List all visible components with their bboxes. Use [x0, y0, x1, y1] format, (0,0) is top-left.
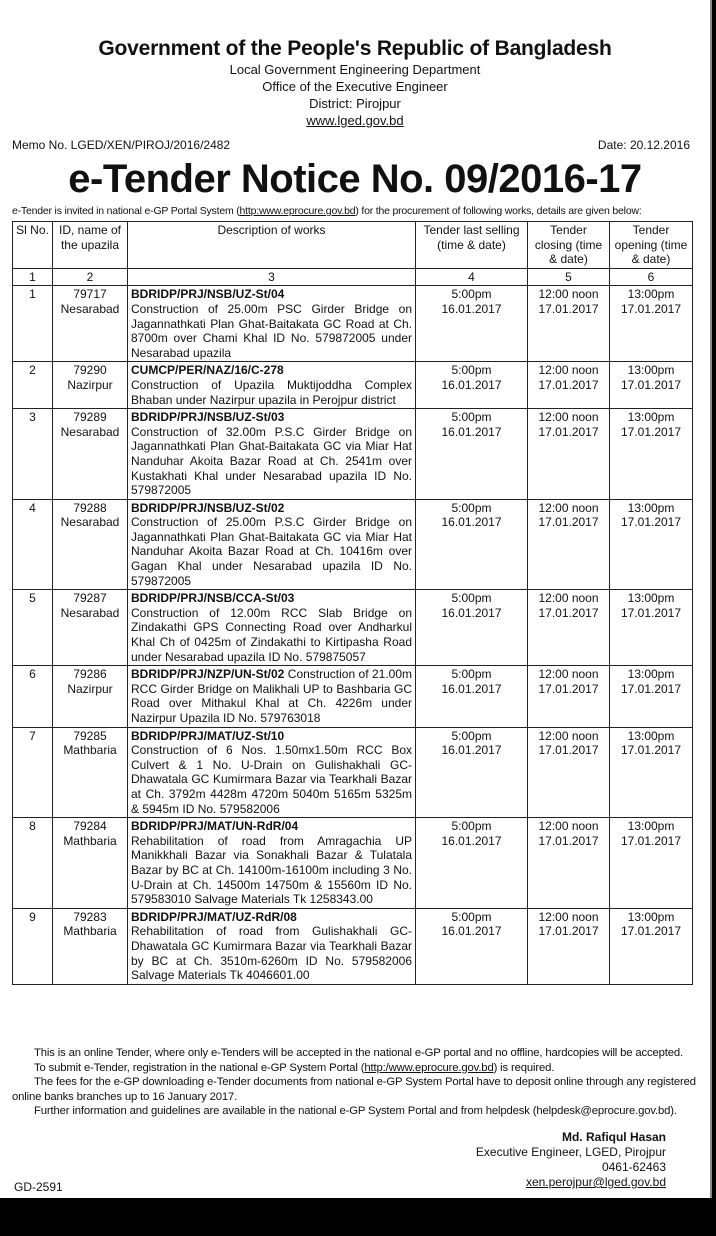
- closing-cell: [528, 409, 610, 500]
- last-selling-date: 16.01.2017: [441, 924, 502, 939]
- work-description: Construction of 21.00m RCC Girder Bridge on Malikhali UP to Bashbaria GC Road over Mithakul Khal at Ch. 4226m under Nazirpur Upazila ID No. 579763018: [131, 667, 412, 725]
- upazila-name: Nesarabad: [60, 301, 120, 316]
- closing-cell: [528, 362, 610, 409]
- note-registration: [12, 1061, 696, 1076]
- column-header: Tender closing (time & date): [528, 222, 610, 269]
- intro-after: ) for the procurement of following works, details are given below:: [355, 205, 642, 217]
- last-selling-time: 5:00pm: [451, 410, 492, 425]
- district-name: District: Pirojpur: [309, 96, 401, 111]
- column-number: 1: [13, 268, 53, 286]
- opening-time: 13:00pm: [627, 363, 675, 378]
- work-description: Rehabilitation of road from Amragachia UP Manikkhali Bazar via Sonakhali Bazar & Tulatala Bazar by BC at Ch. 14100m-16100m including 3 No. U-Drain at Ch. 14500m 14750m & 15560m ID No. 579583010 Salvage Materials Tk 1258343.00: [131, 833, 412, 907]
- last-selling-date: 16.01.2017: [441, 681, 502, 696]
- closing-date: 17.01.2017: [538, 377, 599, 392]
- last-selling-cell: [416, 499, 528, 590]
- last-selling-cell: [416, 590, 528, 666]
- package-code: BDRIDP/PRJ/NSB/UZ-St/04: [131, 287, 285, 302]
- closing-cell: [528, 286, 610, 362]
- column-number: 6: [610, 268, 693, 286]
- table-body: [13, 286, 693, 984]
- tender-id: 79288: [73, 500, 107, 515]
- opening-cell: [610, 362, 693, 409]
- package-code: BDRIDP/PRJ/NSB/CCA-St/03: [131, 591, 295, 606]
- closing-time: 12:00 noon: [538, 819, 599, 834]
- closing-time: 12:00 noon: [538, 287, 599, 302]
- description-cell: [128, 286, 416, 362]
- closing-cell: [528, 499, 610, 590]
- closing-time: 12:00 noon: [538, 410, 599, 425]
- upazila-name: Mathbaria: [63, 743, 117, 758]
- signatory-email[interactable]: xen.perojpur@lged.gov.bd: [525, 1175, 666, 1189]
- opening-cell: [610, 499, 693, 590]
- opening-time: 13:00pm: [627, 667, 675, 682]
- description-cell: [128, 666, 416, 727]
- last-selling-cell: [416, 286, 528, 362]
- gd-number: GD-2591: [14, 1180, 63, 1194]
- last-selling-date: 16.01.2017: [441, 833, 502, 848]
- last-selling-time: 5:00pm: [451, 287, 492, 302]
- table-row: [13, 362, 693, 409]
- closing-time: 12:00 noon: [538, 667, 599, 682]
- upazila-name: Nazirpur: [67, 681, 113, 696]
- last-selling-cell: [416, 818, 528, 909]
- serial-cell: 1: [13, 286, 53, 362]
- signatory-name: Md. Rafiqul Hasan: [561, 1130, 666, 1144]
- letterhead: [0, 37, 710, 129]
- last-selling-time: 5:00pm: [451, 591, 492, 606]
- package-code: BDRIDP/PRJ/NSB/UZ-St/03: [131, 410, 285, 425]
- package-code: BDRIDP/PRJ/NSB/UZ-St/02: [131, 500, 285, 515]
- upazila-name: Mathbaria: [63, 924, 117, 939]
- serial-cell: 9: [13, 908, 53, 984]
- last-selling-cell: [416, 666, 528, 727]
- column-header: Tender opening (time & date): [610, 222, 693, 269]
- opening-time: 13:00pm: [627, 728, 675, 743]
- table-row: [13, 499, 693, 590]
- opening-time: 13:00pm: [627, 819, 675, 834]
- column-header: Sl No.: [13, 222, 53, 269]
- last-selling-date: 16.01.2017: [441, 424, 502, 439]
- work-description: Construction of 32.00m P.S.C Girder Bridge on Jagannathkati Plan Ghat-Baitakata GC via Miar Hat Nanduhar Akoita Bazar Road at Ch. 2541m over Kustakhati Khal under Nesarabad upazila ID No. 579872005: [131, 424, 412, 498]
- opening-date: 17.01.2017: [620, 743, 682, 758]
- memo-date: Date: 20.12.2016: [597, 138, 690, 152]
- upazila-name: Nesarabad: [60, 515, 120, 530]
- upazila-cell: [53, 818, 128, 909]
- work-description: Construction of Upazila Muktijoddha Complex Bhaban under Nazirpur upazila in Perojpur district: [131, 377, 412, 407]
- note-registration-before: To submit e-Tender, registration in the national e-GP System Portal (: [34, 1061, 365, 1074]
- intro-text: [12, 205, 642, 217]
- serial-cell: 2: [13, 362, 53, 409]
- tender-id: 79285: [73, 728, 107, 743]
- opening-time: 13:00pm: [627, 410, 675, 425]
- tender-id: 79283: [73, 909, 107, 924]
- column-number: 5: [528, 268, 610, 286]
- opening-time: 13:00pm: [627, 591, 675, 606]
- table-row: [13, 666, 693, 727]
- opening-date: 17.01.2017: [620, 833, 682, 848]
- intro-before: e-Tender is invited in national e-GP Portal System (: [12, 205, 240, 217]
- opening-date: 17.01.2017: [620, 301, 682, 316]
- tender-id: 79290: [73, 363, 107, 378]
- opening-cell: [610, 590, 693, 666]
- tender-id: 79287: [73, 591, 107, 606]
- opening-time: 13:00pm: [627, 909, 675, 924]
- column-number: 3: [128, 268, 416, 286]
- work-description: Construction of 6 Nos. 1.50mx1.50m RCC Box Culvert & 1 No. U-Drain on Gulishakhali GC-Dhawatala GC Kumirmara Bazar via Tearkhali Bazar at Ch. 3792m 4428m 4720m 5040m 5165m 5325m & 5945m ID No. 579582006: [131, 743, 412, 816]
- opening-date: 17.01.2017: [620, 515, 682, 530]
- work-description: Rehabilitation of road from Gulishakhali GC-Dhawatala GC Kumirmara Bazar via Tearkhali Bazar by BC at Ch. 3510m-6260m ID No. 579582006 Salvage Materials Tk 4046601.00: [131, 924, 412, 983]
- closing-date: 17.01.2017: [538, 833, 599, 848]
- column-number: 4: [416, 268, 528, 286]
- closing-cell: [528, 818, 610, 909]
- tender-id: 79289: [73, 410, 107, 425]
- tender-table: [12, 221, 693, 985]
- opening-cell: [610, 666, 693, 727]
- upazila-cell: [53, 590, 128, 666]
- last-selling-cell: [416, 409, 528, 500]
- description-cell: [128, 590, 416, 666]
- closing-date: 17.01.2017: [538, 743, 599, 758]
- government-heading: Government of the People's Republic of Bangladesh: [98, 37, 612, 60]
- last-selling-date: 16.01.2017: [441, 743, 502, 758]
- opening-time: 13:00pm: [627, 287, 675, 302]
- package-code: CUMCP/PER/NAZ/16/C-278: [131, 363, 284, 378]
- closing-date: 17.01.2017: [538, 515, 599, 530]
- work-description: Construction of 25.00m PSC Girder Bridge on Jagannathkati Plan Ghat-Baitakata GC Road at Ch. 8700m over Chami Khal ID No. 579872005 under Nesarabad upazila: [131, 301, 412, 360]
- table-row: [13, 409, 693, 500]
- closing-time: 12:00 noon: [538, 500, 599, 515]
- closing-time: 12:00 noon: [538, 728, 599, 743]
- note-registration-after: ) is required.: [493, 1061, 555, 1074]
- serial-cell: 6: [13, 666, 53, 727]
- office-name: Office of the Executive Engineer: [262, 79, 448, 94]
- package-code: BDRIDP/PRJ/NZP/UN-St/02: [131, 667, 285, 682]
- upazila-name: Nazirpur: [67, 377, 113, 392]
- upazila-name: Nesarabad: [60, 424, 120, 439]
- closing-cell: [528, 590, 610, 666]
- notice-title: e-Tender Notice No. 09/2016-17: [68, 157, 642, 201]
- description-cell: [128, 499, 416, 590]
- serial-cell: 4: [13, 499, 53, 590]
- opening-time: 13:00pm: [627, 500, 675, 515]
- last-selling-time: 5:00pm: [451, 909, 492, 924]
- note-online-only: This is an online Tender, where only e-Tenders will be accepted in the national e-GP portal and no offline, hardcopies will be accepted.: [34, 1047, 684, 1059]
- column-header: Tender last selling (time & date): [416, 222, 528, 269]
- opening-date: 17.01.2017: [620, 924, 682, 939]
- package-code: BDRIDP/PRJ/MAT/UZ-RdR/08: [131, 909, 297, 924]
- serial-cell: 5: [13, 590, 53, 666]
- last-selling-time: 5:00pm: [451, 500, 492, 515]
- tender-id: 79286: [73, 667, 107, 682]
- work-description: Construction of 12.00m RCC Slab Bridge on Zindakathi GPS Connecting Road over Andharkul Khal Ch of 0425m of Zindakathi to Kirtipasha Road under Nesarabad upazila ID No. 579875057: [131, 605, 412, 664]
- table-header-row: [13, 222, 693, 269]
- closing-date: 17.01.2017: [538, 605, 599, 620]
- upazila-name: Mathbaria: [63, 833, 117, 848]
- eprocure-link[interactable]: http:www.eprocure.gov.bd: [239, 205, 356, 217]
- upazila-cell: [53, 908, 128, 984]
- notes: [12, 1046, 696, 1119]
- opening-cell: [610, 727, 693, 818]
- note-helpdesk: Further information and guidelines are available in the national e-GP System Portal and from helpdesk (helpdesk@eprocure.gov.bd).: [34, 1105, 677, 1117]
- last-selling-date: 16.01.2017: [441, 605, 502, 620]
- memo-number: Memo No. LGED/XEN/PIROJ/2016/2482: [12, 138, 231, 152]
- closing-time: 12:00 noon: [538, 363, 599, 378]
- tender-id: 79717: [73, 287, 107, 302]
- opening-cell: [610, 409, 693, 500]
- closing-cell: [528, 908, 610, 984]
- website-link[interactable]: www.lged.gov.bd: [306, 113, 404, 128]
- table-row: [13, 286, 693, 362]
- eprocure-link-2[interactable]: http:/www.eprocure.gov.bd: [364, 1061, 494, 1074]
- table-row: [13, 727, 693, 818]
- description-cell: [128, 727, 416, 818]
- closing-date: 17.01.2017: [538, 301, 599, 316]
- tender-id: 79284: [73, 819, 107, 834]
- last-selling-cell: [416, 908, 528, 984]
- table-row: [13, 908, 693, 984]
- description-cell: [128, 409, 416, 500]
- description-cell: [128, 818, 416, 909]
- signatory-designation: Executive Engineer, LGED, Pirojpur: [475, 1145, 666, 1159]
- opening-cell: [610, 286, 693, 362]
- description-cell: [128, 908, 416, 984]
- upazila-cell: [53, 499, 128, 590]
- last-selling-cell: [416, 727, 528, 818]
- opening-date: 17.01.2017: [620, 377, 682, 392]
- column-header: Description of works: [128, 222, 416, 269]
- table-row: [13, 818, 693, 909]
- serial-cell: 3: [13, 409, 53, 500]
- opening-date: 17.01.2017: [620, 681, 682, 696]
- last-selling-cell: [416, 362, 528, 409]
- closing-time: 12:00 noon: [538, 909, 599, 924]
- closing-cell: [528, 666, 610, 727]
- last-selling-date: 16.01.2017: [441, 301, 502, 316]
- package-code: BDRIDP/PRJ/MAT/UN-RdR/04: [131, 819, 299, 834]
- last-selling-date: 16.01.2017: [441, 515, 502, 530]
- last-selling-time: 5:00pm: [451, 363, 492, 378]
- upazila-cell: [53, 286, 128, 362]
- column-header: ID, name of the upazila: [53, 222, 128, 269]
- upazila-cell: [53, 362, 128, 409]
- signature-block: [476, 1130, 666, 1190]
- last-selling-time: 5:00pm: [451, 819, 492, 834]
- upazila-cell: [53, 727, 128, 818]
- opening-cell: [610, 908, 693, 984]
- closing-cell: [528, 727, 610, 818]
- table-number-row: [13, 268, 693, 286]
- memo-line: [12, 138, 690, 152]
- last-selling-time: 5:00pm: [451, 728, 492, 743]
- table-row: [13, 590, 693, 666]
- package-code: BDRIDP/PRJ/MAT/UZ-St/10: [131, 728, 285, 743]
- description-cell: [128, 362, 416, 409]
- last-selling-time: 5:00pm: [451, 667, 492, 682]
- upazila-cell: [53, 409, 128, 500]
- department-name: Local Government Engineering Department: [229, 62, 481, 77]
- closing-time: 12:00 noon: [538, 591, 599, 606]
- closing-date: 17.01.2017: [538, 681, 599, 696]
- opening-date: 17.01.2017: [620, 605, 682, 620]
- serial-cell: 7: [13, 727, 53, 818]
- column-number: 2: [53, 268, 128, 286]
- note-fees: The fees for the e-GP downloading e-Tender documents from national e-GP System Portal have to deposit online through any registered online banks branches up to 16 January 2017.: [12, 1076, 696, 1103]
- opening-cell: [610, 818, 693, 909]
- closing-date: 17.01.2017: [538, 924, 599, 939]
- opening-date: 17.01.2017: [620, 424, 682, 439]
- serial-cell: 8: [13, 818, 53, 909]
- closing-date: 17.01.2017: [538, 424, 599, 439]
- upazila-name: Nesarabad: [60, 605, 120, 620]
- work-description: Construction of 25.00m P.S.C Girder Bridge on Jagannathkati Plan Ghat-Baitakata GC via Miar Hat Nanduhar Akoita Bazar Road at Ch. 10416m over Gagan Khal under Nesarabad upazila ID No. 579872005: [131, 515, 412, 588]
- signatory-phone: 0461-62463: [601, 1160, 666, 1174]
- last-selling-date: 16.01.2017: [441, 377, 502, 392]
- upazila-cell: [53, 666, 128, 727]
